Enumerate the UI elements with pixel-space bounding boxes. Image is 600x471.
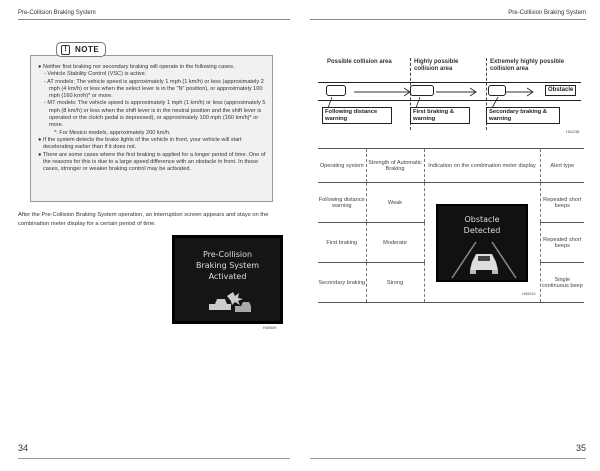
table-cell: Repeated short beeps [540,183,584,223]
display-cell [424,183,540,303]
table-header: Indication on the combination meter display [424,149,540,183]
note-line: ● Neither first braking nor secondary braking will operate in the following cases. [38,64,235,70]
braking-table [318,148,584,303]
left-footer-rule [18,458,290,459]
zone-label: Extremely highly possible collision area [490,59,565,72]
screen-line: Detected [463,225,501,235]
screen-line: Pre-Collision [202,250,253,259]
note-line: ● There are some cases where the first braking is applied for a longer period of time. One of the reasons for this is due to a large speed difference with an obstacle in front. In those cases, stronger or weaker braking control may be activated. [38,151,266,173]
table-cell: Strong [366,263,424,303]
note-line: - AT models: The vehicle speed is approximately 1 mph (1 km/h) or less (approximately 2 mph (4 km/h) or less when the select lever is in the "N" position), or approximately 100 mph (160 km/h)* or more. [44,78,264,100]
left-page-number: 34 [18,443,29,453]
screen-line: Obstacle [464,214,500,224]
table-cell: Weak [366,183,424,223]
screen-message [438,214,526,236]
table-row [318,183,584,223]
screen-line: Activated [208,272,247,281]
table-cell: Repeated short beeps [540,223,584,263]
obstacle-detected-screen [436,204,528,282]
note-line: - MT models: The vehicle speed is approximately 1 mph (1 km/h) or less (approximately 5 mph (8 km/h) or less when the shift lever is in the neutral position and the shift lever is operated or the clutch pedal is depressed), or approximately 100 mph (160 km/h)* or more. [44,100,266,129]
vehicle-icon [488,85,506,96]
warning-label: Following distance warning [322,107,392,124]
table-header-row [318,149,584,183]
obstacle-label: Obstacle [545,85,576,96]
table-header: Operating system [318,149,366,183]
vehicle-icon [410,85,434,96]
right-footer-rule [310,458,586,459]
screen-message [175,249,280,282]
right-page-number: 35 [575,443,586,453]
warning-label: First braking & warning [410,107,470,124]
left-header-rule [18,19,290,20]
road-vehicle-icon [448,240,520,280]
table-cell: Following distance warning [318,183,366,223]
table-cell: Single continuous beep [540,263,584,303]
collision-cars-icon [205,290,251,314]
note-footnote: *: For Mexico models, approximately 200 km/h. [54,129,171,136]
table-cell: First braking [318,223,366,263]
body-paragraph: After the Pre-Collision Braking System operation, an interruption screen appears and stays on the combination meter display for a certain period of time. [18,212,269,227]
figure-code: H00010 [522,292,536,296]
note-title: NOTE [75,45,100,54]
right-running-header: Pre-Collision Braking System [508,10,586,16]
note-book-icon: ! [61,45,70,55]
screen-line: Braking System [195,261,260,270]
note-box [30,55,273,202]
note-line: - Vehicle Stability Control (VSC) is active. [44,71,147,78]
note-label [56,42,106,57]
table-cell: Moderate [366,223,424,263]
activated-screen-image [172,235,283,324]
zone-label: Highly possible collision area [414,59,459,72]
table-cell: Secondary braking [318,263,366,303]
figure-code: H00009 [263,326,277,330]
zone-label: Possible collision area [327,59,392,65]
table-header: Strength of Automatic Braking [366,149,424,183]
figure-code: H01238 [566,130,580,134]
table-header: Alert type [540,149,584,183]
note-line: ● If the system detects the brake lights of the vehicle in front, your vehicle will start decelerating earlier than if it does not. [38,136,242,151]
vehicle-icon [326,85,346,96]
warning-label: Secondary braking & warning [486,107,560,124]
right-header-rule [310,19,586,20]
left-running-header: Pre-Collision Braking System [18,10,96,16]
